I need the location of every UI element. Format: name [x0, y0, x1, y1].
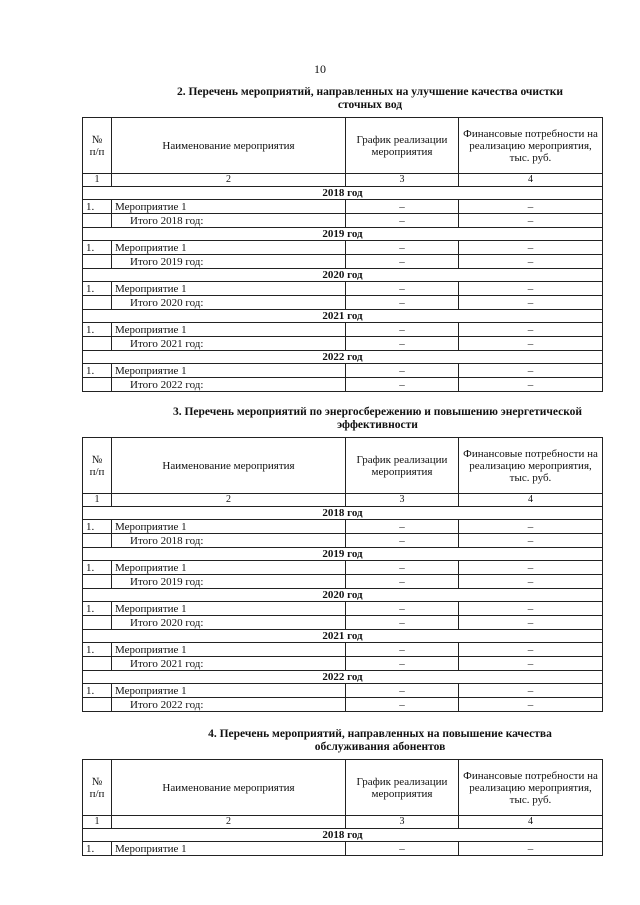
header-num: № п/п	[83, 760, 112, 816]
row-num: 1.	[83, 200, 112, 214]
finance-value: –	[459, 616, 603, 630]
year-row	[83, 507, 603, 520]
year-row	[83, 187, 603, 200]
empty-cell	[83, 575, 112, 589]
schedule-value: –	[346, 255, 459, 269]
total-row	[83, 296, 603, 310]
table-header-row	[83, 760, 603, 816]
year-row	[83, 829, 603, 842]
total-row	[83, 657, 603, 671]
section-3-title-line2: эффективности	[337, 419, 418, 431]
finance-value: –	[459, 520, 603, 534]
schedule-value: –	[346, 643, 459, 657]
col-number: 4	[459, 494, 603, 507]
event-name: Мероприятие 1	[112, 241, 346, 255]
total-label: Итого 2022 год:	[112, 378, 346, 392]
year-row	[83, 630, 603, 643]
total-label: Итого 2020 год:	[112, 616, 346, 630]
total-row	[83, 616, 603, 630]
finance-value: –	[459, 561, 603, 575]
col-number: 4	[459, 174, 603, 187]
col-number: 2	[112, 174, 346, 187]
total-label: Итого 2022 год:	[112, 698, 346, 712]
table-header-row	[83, 118, 603, 174]
header-num: № п/п	[83, 118, 112, 174]
schedule-value: –	[346, 657, 459, 671]
finance-value: –	[459, 296, 603, 310]
finance-value: –	[459, 575, 603, 589]
year-label: 2021 год	[83, 630, 603, 643]
year-row	[83, 671, 603, 684]
schedule-value: –	[346, 534, 459, 548]
year-label: 2018 год	[83, 829, 603, 842]
schedule-value: –	[346, 364, 459, 378]
row-num: 1.	[83, 323, 112, 337]
schedule-value: –	[346, 520, 459, 534]
col-number: 3	[346, 174, 459, 187]
row-num: 1.	[83, 561, 112, 575]
section-2-title-line2: сточных вод	[337, 99, 403, 111]
col-number: 3	[346, 494, 459, 507]
section-3-title	[120, 406, 635, 432]
total-row	[83, 255, 603, 269]
event-name: Мероприятие 1	[112, 643, 346, 657]
row-num: 1.	[83, 241, 112, 255]
row-num: 1.	[83, 282, 112, 296]
col-number: 2	[112, 816, 346, 829]
schedule-value: –	[346, 561, 459, 575]
empty-cell	[83, 698, 112, 712]
total-label: Итого 2020 год:	[112, 296, 346, 310]
empty-cell	[83, 378, 112, 392]
header-num: № п/п	[83, 438, 112, 494]
year-row	[83, 269, 603, 282]
total-row	[83, 214, 603, 228]
row-num: 1.	[83, 364, 112, 378]
section-2-title-line1: 2. Перечень мероприятий, направленных на улучшение качества очистки	[176, 86, 564, 98]
schedule-value: –	[346, 200, 459, 214]
total-row	[83, 378, 603, 392]
empty-cell	[83, 255, 112, 269]
schedule-value: –	[346, 842, 459, 856]
column-numbers-row	[83, 174, 603, 187]
year-label: 2018 год	[83, 507, 603, 520]
header-schedule: График реализации мероприятия	[346, 760, 459, 816]
col-number: 1	[83, 816, 112, 829]
table-row	[83, 364, 603, 378]
year-label: 2018 год	[83, 187, 603, 200]
header-schedule: График реализации мероприятия	[346, 438, 459, 494]
schedule-value: –	[346, 296, 459, 310]
total-label: Итого 2021 год:	[112, 337, 346, 351]
row-num: 1.	[83, 684, 112, 698]
finance-value: –	[459, 698, 603, 712]
total-label: Итого 2019 год:	[112, 255, 346, 269]
total-label: Итого 2021 год:	[112, 657, 346, 671]
schedule-value: –	[346, 698, 459, 712]
table-row	[83, 561, 603, 575]
schedule-value: –	[346, 378, 459, 392]
empty-cell	[83, 657, 112, 671]
year-label: 2022 год	[83, 671, 603, 684]
finance-value: –	[459, 255, 603, 269]
empty-cell	[83, 337, 112, 351]
year-row	[83, 351, 603, 364]
event-name: Мероприятие 1	[112, 602, 346, 616]
schedule-value: –	[346, 323, 459, 337]
year-label: 2019 год	[83, 548, 603, 561]
empty-cell	[83, 214, 112, 228]
table-row	[83, 241, 603, 255]
section-3-table	[82, 437, 603, 712]
finance-value: –	[459, 842, 603, 856]
event-name: Мероприятие 1	[112, 520, 346, 534]
row-num: 1.	[83, 602, 112, 616]
header-finance: Финансовые потребности на реализацию мероприятия, тыс. руб.	[459, 118, 603, 174]
finance-value: –	[459, 684, 603, 698]
finance-value: –	[459, 534, 603, 548]
finance-value: –	[459, 657, 603, 671]
finance-value: –	[459, 282, 603, 296]
col-number: 2	[112, 494, 346, 507]
header-finance: Финансовые потребности на реализацию мероприятия, тыс. руб.	[459, 760, 603, 816]
col-number: 1	[83, 174, 112, 187]
event-name: Мероприятие 1	[112, 323, 346, 337]
empty-cell	[83, 296, 112, 310]
event-name: Мероприятие 1	[112, 684, 346, 698]
year-row	[83, 589, 603, 602]
header-name: Наименование мероприятия	[112, 118, 346, 174]
page-number: 10	[314, 62, 326, 76]
section-3-title-line1: 3. Перечень мероприятий по энергосбережению и повышению энергетической	[172, 406, 583, 418]
year-label: 2020 год	[83, 269, 603, 282]
schedule-value: –	[346, 214, 459, 228]
total-row	[83, 575, 603, 589]
finance-value: –	[459, 214, 603, 228]
event-name: Мероприятие 1	[112, 561, 346, 575]
year-label: 2021 год	[83, 310, 603, 323]
year-label: 2022 год	[83, 351, 603, 364]
section-4-title-line2: обслуживания абонентов	[314, 741, 446, 753]
event-name: Мероприятие 1	[112, 200, 346, 214]
section-2-title	[110, 86, 630, 112]
empty-cell	[83, 534, 112, 548]
row-num: 1.	[83, 842, 112, 856]
schedule-value: –	[346, 241, 459, 255]
table-row	[83, 684, 603, 698]
header-schedule: График реализации мероприятия	[346, 118, 459, 174]
finance-value: –	[459, 364, 603, 378]
header-name: Наименование мероприятия	[112, 760, 346, 816]
year-label: 2020 год	[83, 589, 603, 602]
section-4-title	[170, 728, 590, 754]
table-row	[83, 643, 603, 657]
schedule-value: –	[346, 282, 459, 296]
table-row	[83, 282, 603, 296]
schedule-value: –	[346, 616, 459, 630]
finance-value: –	[459, 323, 603, 337]
total-label: Итого 2019 год:	[112, 575, 346, 589]
finance-value: –	[459, 643, 603, 657]
section-4-table	[82, 759, 603, 856]
schedule-value: –	[346, 684, 459, 698]
col-number: 4	[459, 816, 603, 829]
year-label: 2019 год	[83, 228, 603, 241]
empty-cell	[83, 616, 112, 630]
total-label: Итого 2018 год:	[112, 534, 346, 548]
section-4-title-line1: 4. Перечень мероприятий, направленных на повышение качества	[208, 728, 552, 740]
finance-value: –	[459, 602, 603, 616]
total-row	[83, 698, 603, 712]
table-row	[83, 323, 603, 337]
year-row	[83, 548, 603, 561]
header-finance: Финансовые потребности на реализацию мероприятия, тыс. руб.	[459, 438, 603, 494]
column-numbers-row	[83, 816, 603, 829]
year-row	[83, 228, 603, 241]
event-name: Мероприятие 1	[112, 842, 346, 856]
row-num: 1.	[83, 520, 112, 534]
col-number: 3	[346, 816, 459, 829]
row-num: 1.	[83, 643, 112, 657]
schedule-value: –	[346, 575, 459, 589]
finance-value: –	[459, 337, 603, 351]
year-row	[83, 310, 603, 323]
finance-value: –	[459, 241, 603, 255]
total-label: Итого 2018 год:	[112, 214, 346, 228]
finance-value: –	[459, 200, 603, 214]
schedule-value: –	[346, 337, 459, 351]
table-header-row	[83, 438, 603, 494]
table-row	[83, 842, 603, 856]
table-row	[83, 520, 603, 534]
total-row	[83, 337, 603, 351]
section-2-table	[82, 117, 603, 392]
finance-value: –	[459, 378, 603, 392]
table-row	[83, 200, 603, 214]
schedule-value: –	[346, 602, 459, 616]
column-numbers-row	[83, 494, 603, 507]
header-name: Наименование мероприятия	[112, 438, 346, 494]
total-row	[83, 534, 603, 548]
event-name: Мероприятие 1	[112, 282, 346, 296]
col-number: 1	[83, 494, 112, 507]
event-name: Мероприятие 1	[112, 364, 346, 378]
table-row	[83, 602, 603, 616]
